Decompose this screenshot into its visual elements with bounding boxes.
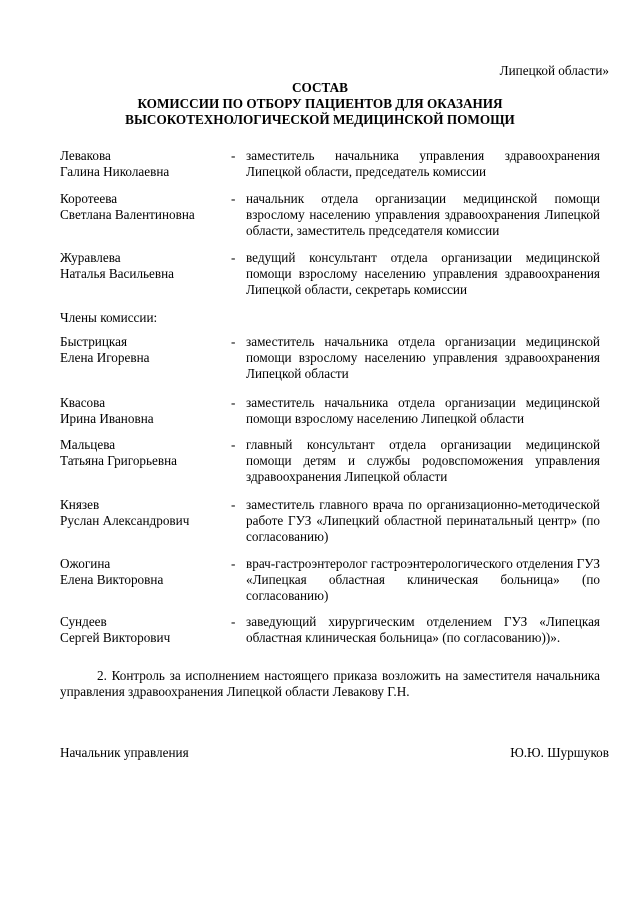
member-given-name: Наталья Васильевна (60, 266, 175, 281)
member-name (60, 334, 220, 366)
members-section-label: Члены комиссии: (60, 310, 158, 325)
member-role: заместитель начальника отдела организации медицинской помощи взрослому населению Липецкой области (246, 395, 600, 426)
member-given-name: Светлана Валентиновна (60, 207, 195, 222)
dash-separator: - (231, 191, 236, 206)
member-surname: Журавлева (60, 250, 121, 265)
member-name (60, 191, 220, 223)
member-name (60, 614, 220, 646)
dash-separator: - (231, 614, 236, 629)
member-role: начальник отдела организации медицинской помощи взрослому населению управления здравоохранения Липецкой области, заместитель председателя комиссии (246, 191, 600, 238)
member-surname: Квасова (60, 395, 106, 410)
member-name (60, 497, 220, 529)
title-line-3: ВЫСОКОТЕХНОЛОГИЧЕСКОЙ МЕДИЦИНСКОЙ ПОМОЩИ (125, 112, 515, 127)
dash-separator: - (231, 334, 236, 349)
signatory-position: Начальник управления (60, 745, 189, 760)
member-name (60, 556, 220, 588)
member-name (60, 437, 220, 469)
member-role: заместитель начальника управления здравоохранения Липецкой области, председатель комиссии (246, 148, 600, 179)
member-given-name: Сергей Викторович (60, 630, 171, 645)
dash-separator: - (231, 497, 236, 512)
header-org-text: Липецкой области» (499, 63, 609, 78)
member-given-name: Елена Викторовна (60, 572, 164, 587)
member-role: ведущий консультант отдела организации медицинской помощи взрослому населению управления здравоохранения Липецкой области, секретарь комиссии (246, 250, 600, 297)
member-role: врач-гастроэнтеролог гастроэнтерологического отделения ГУЗ «Липецкая областная клиническая больница» (по согласованию) (246, 556, 601, 603)
member-role: заведующий хирургическим отделением ГУЗ «Липецкая областная клиническая больница» (по согласованию))». (246, 614, 600, 645)
member-surname: Коротеева (60, 191, 118, 206)
dash-separator: - (231, 250, 236, 265)
member-name (60, 395, 220, 427)
member-name (60, 250, 220, 282)
member-surname: Мальцева (60, 437, 116, 452)
dash-separator: - (231, 395, 236, 410)
control-paragraph: 2. Контроль за исполнением настоящего приказа возложить на заместителя начальника управления здравоохранения Липецкой области Левакову Г.Н. (60, 668, 600, 699)
member-given-name: Руслан Александрович (60, 513, 190, 528)
member-surname: Ожогина (60, 556, 111, 571)
dash-separator: - (231, 437, 236, 452)
title-line-2: КОМИССИИ ПО ОТБОРУ ПАЦИЕНТОВ ДЛЯ ОКАЗАНИЯ (137, 96, 503, 111)
member-surname: Левакова (60, 148, 111, 163)
document-title (0, 80, 640, 128)
signatory-name: Ю.Ю. Шуршуков (510, 745, 609, 760)
member-surname: Князев (60, 497, 100, 512)
member-role: главный консультант отдела организации медицинской помощи детям и службы родовспоможения управления здравоохранения Липецкой области (246, 437, 600, 484)
member-role: заместитель начальника отдела организации медицинской помощи взрослому населению управления здравоохранения Липецкой области (246, 334, 600, 381)
member-given-name: Татьяна Григорьевна (60, 453, 178, 468)
member-given-name: Елена Игоревна (60, 350, 150, 365)
member-role: заместитель главного врача по организационно-методической работе ГУЗ «Липецкий областной перинатальный центр» (по согласованию) (246, 497, 600, 544)
title-line-1: СОСТАВ (292, 80, 348, 95)
member-surname: Сундеев (60, 614, 107, 629)
member-name (60, 148, 220, 180)
member-given-name: Галина Николаевна (60, 164, 170, 179)
member-given-name: Ирина Ивановна (60, 411, 154, 426)
dash-separator: - (231, 148, 236, 163)
member-surname: Быстрицкая (60, 334, 128, 349)
dash-separator: - (231, 556, 236, 571)
